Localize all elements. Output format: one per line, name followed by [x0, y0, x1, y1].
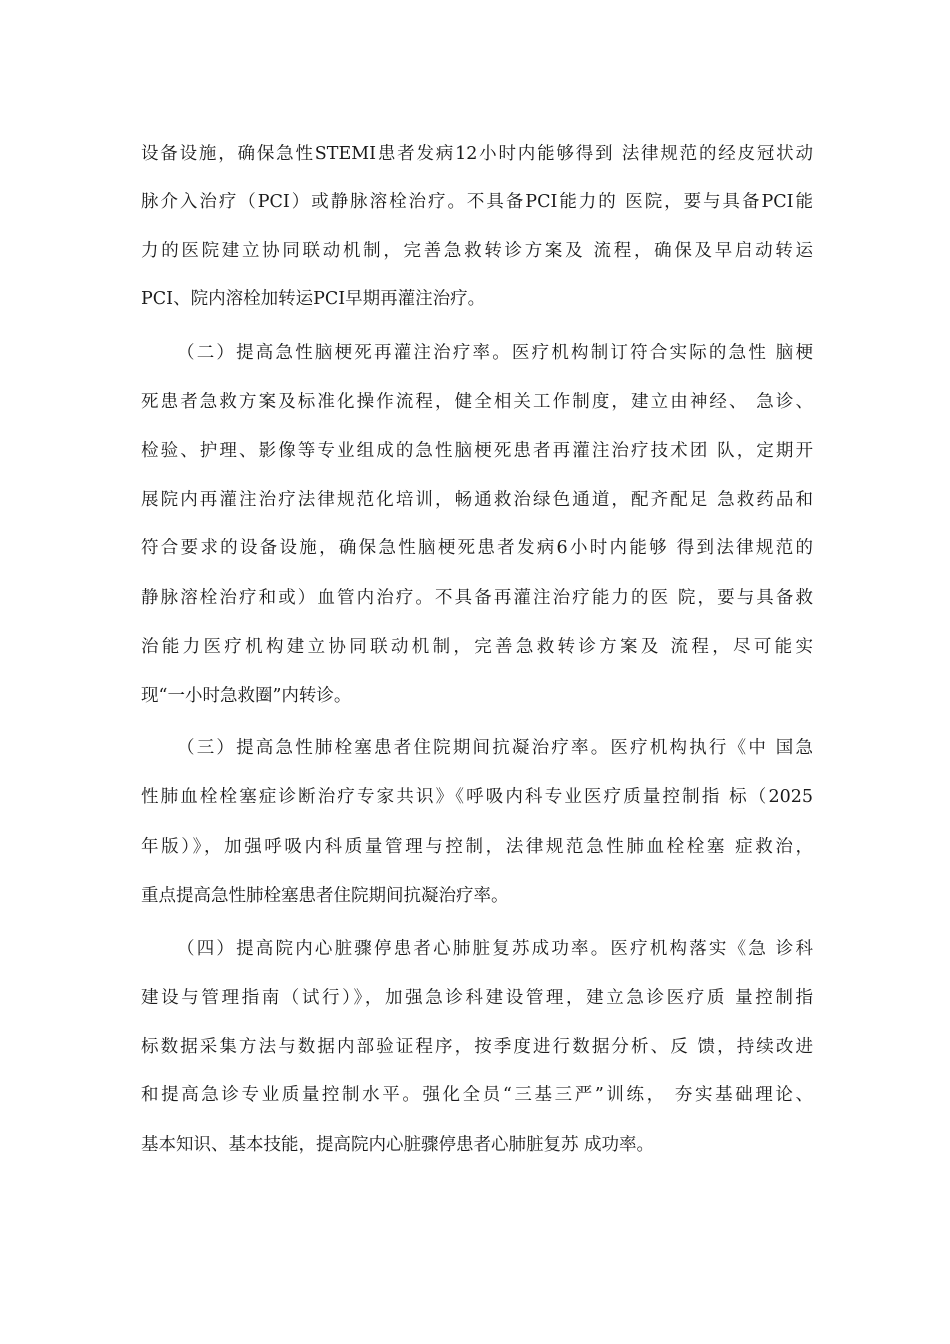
text-line: 和提高急诊专业质量控制水平。强化全员“三基三严”训练， 夯实基础理论、	[141, 1085, 813, 1105]
text-line: 治能力医疗机构建立协同联动机制，完善急救转诊方案及 流程，尽可能实	[141, 637, 813, 657]
text-line: 基本知识、基本技能，提高院内心脏骤停患者心肺脏复苏 成功率。	[141, 1135, 655, 1155]
text-line: 年版）》，加强呼吸内科质量管理与控制，法律规范急性肺血栓栓塞 症救治，	[141, 837, 813, 857]
text-line: 标数据采集方法与数据内部验证程序，按季度进行数据分析、反 馈，持续改进	[141, 1037, 813, 1057]
text-line: 静脉溶栓治疗和或）血管内治疗。不具备再灌注治疗能力的医 院，要与具备救	[141, 588, 813, 608]
text-line: （二）提高急性脑梗死再灌注治疗率。医疗机构制订符合实际的急性 脑梗	[177, 343, 813, 363]
text-line: 检验、护理、影像等专业组成的急性脑梗死患者再灌注治疗技术团 队，定期开	[141, 441, 813, 461]
text-line: 力的医院建立协同联动机制，完善急救转诊方案及 流程，确保及早启动转运	[141, 241, 813, 261]
text-line: 死患者急救方案及标准化操作流程，健全相关工作制度，建立由神经、 急诊、	[141, 392, 813, 412]
text-line: 脉介入治疗（PCI）或静脉溶栓治疗。不具备PCI能力的 医院，要与具备PCI能	[141, 192, 813, 212]
text-line: 展院内再灌注治疗法律规范化培训，畅通救治绿色通道，配齐配足 急救药品和	[141, 490, 813, 510]
text-line: 建设与管理指南（试行）》，加强急诊科建设管理，建立急诊医疗质 量控制指	[141, 988, 813, 1008]
text-line: PCI、院内溶栓加转运PCI早期再灌注治疗。	[141, 289, 486, 309]
text-line: （三）提高急性肺栓塞患者住院期间抗凝治疗率。医疗机构执行《中 国急	[177, 738, 813, 758]
text-line: 符合要求的设备设施，确保急性脑梗死患者发病6小时内能够 得到法律规范的	[141, 538, 813, 558]
text-line: 性肺血栓栓塞症诊断治疗专家共识》《呼吸内科专业医疗质量控制指 标（2025	[141, 787, 813, 807]
text-line: 设备设施，确保急性STEMI患者发病12小时内能够得到 法律规范的经皮冠状动	[141, 144, 813, 164]
text-line: 现“一小时急救圈”内转诊。	[141, 686, 352, 706]
text-line: 重点提高急性肺栓塞患者住院期间抗凝治疗率。	[141, 886, 509, 906]
text-line: （四）提高院内心脏骤停患者心肺脏复苏成功率。医疗机构落实《急 诊科	[177, 939, 813, 959]
